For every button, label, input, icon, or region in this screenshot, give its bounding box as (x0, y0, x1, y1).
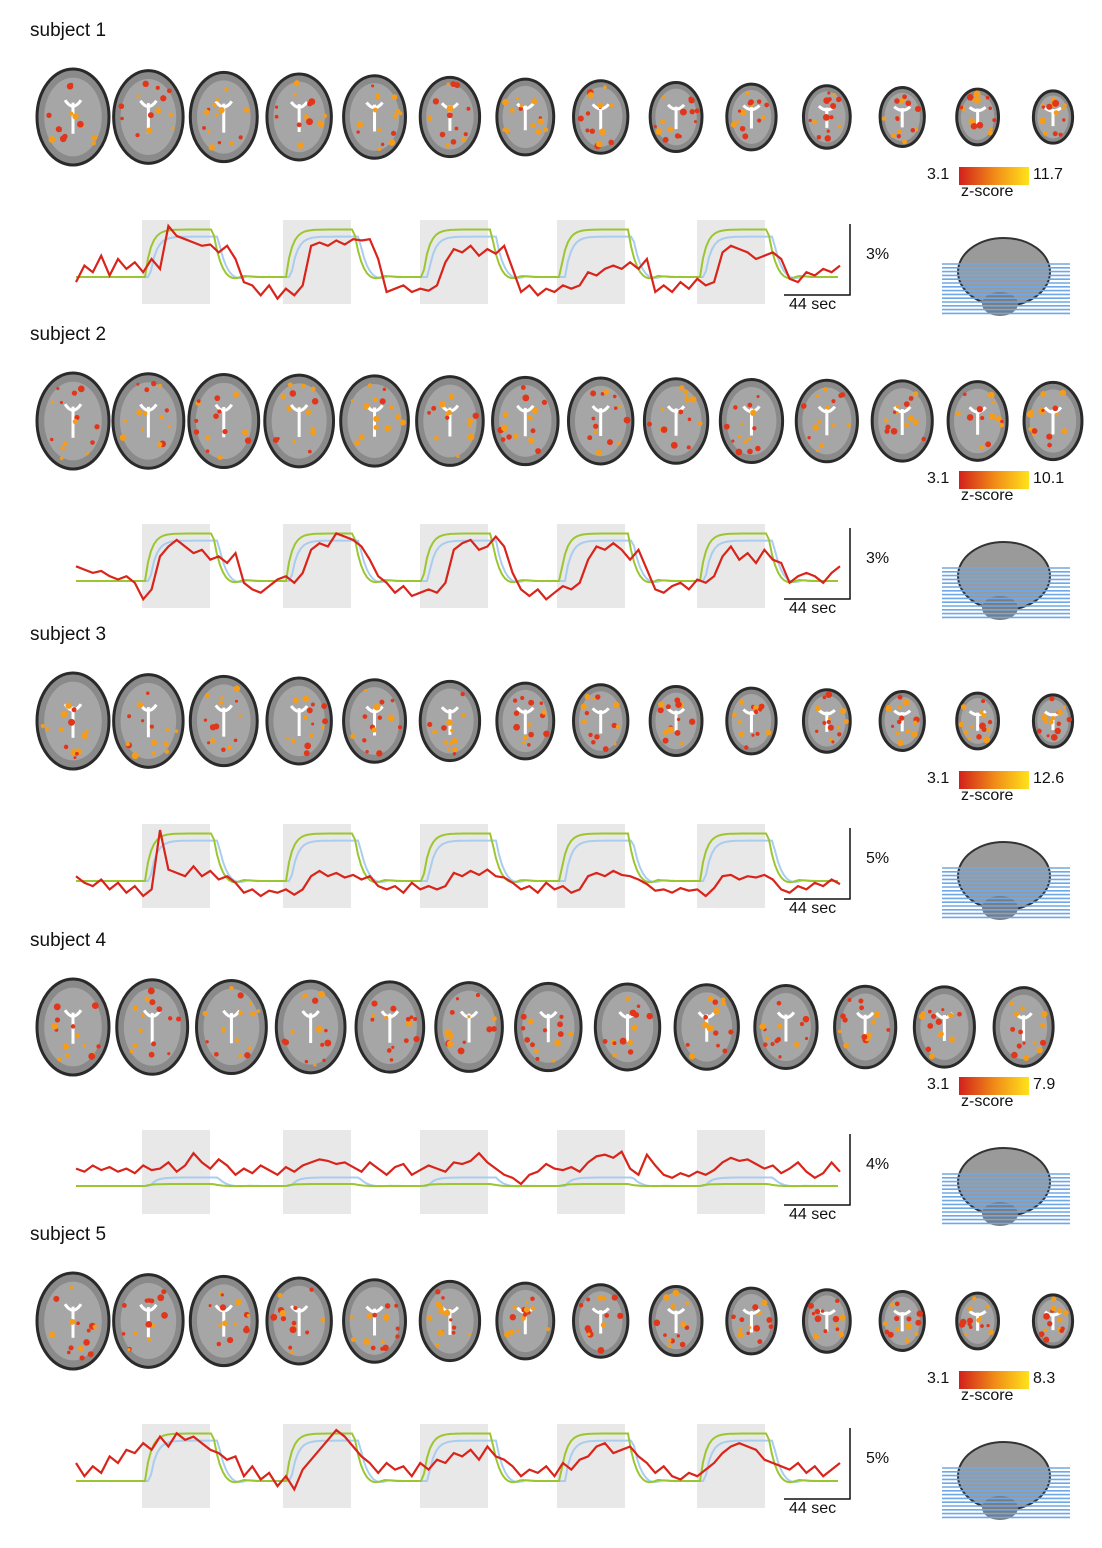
colorbar-max: 7.9 (1033, 1076, 1056, 1093)
brain-slice (436, 983, 503, 1072)
subject-label: subject 2 (30, 324, 107, 345)
brain-slice (880, 691, 924, 750)
colorbar-unit: z-score (961, 787, 1014, 804)
z-score-colorbar (925, 1074, 1095, 1124)
colorbar-min: 3.1 (927, 166, 950, 183)
subject-label: subject 4 (30, 930, 107, 951)
brain-slice (356, 982, 424, 1072)
brain-slice (190, 676, 257, 765)
brain-slice (595, 984, 659, 1070)
subject-label: subject 3 (30, 624, 107, 645)
brain-slice (1033, 695, 1072, 747)
axial-slice-row (28, 962, 1088, 1092)
brain-slice (872, 381, 932, 461)
timecourse-plot (70, 786, 860, 918)
brain-slice (755, 985, 817, 1068)
brain-slice (341, 376, 409, 466)
brain-slice (803, 1290, 850, 1352)
timecourse-plot (70, 1092, 860, 1224)
brain-slice (880, 1291, 924, 1350)
brain-slice (574, 81, 628, 153)
scale-percent: 5% (866, 850, 890, 867)
brain-slice (957, 89, 999, 145)
brain-slice (497, 79, 554, 155)
brain-slice (37, 673, 109, 769)
z-score-colorbar (925, 768, 1095, 818)
colorbar-min: 3.1 (927, 770, 950, 787)
colorbar-max: 11.7 (1033, 166, 1063, 183)
brain-slice (267, 74, 331, 160)
subject-panel (0, 326, 1102, 626)
brain-slice (568, 378, 632, 464)
scale-percent: 3% (866, 246, 890, 263)
scale-bar (784, 528, 850, 599)
brain-slice (727, 1288, 776, 1354)
brain-slice (189, 374, 259, 467)
subject-panel (0, 932, 1102, 1232)
scale-time: 44 sec (789, 600, 837, 617)
timecourse-plot (70, 486, 860, 618)
sagittal-slice-locator (936, 1424, 1076, 1544)
subject-label: subject 5 (30, 1224, 107, 1245)
brain-slice (650, 1286, 702, 1355)
brain-slice (114, 675, 183, 768)
brain-slice (650, 82, 702, 151)
z-score-colorbar (925, 468, 1095, 518)
brain-slice (1024, 382, 1082, 459)
brain-slice (644, 379, 707, 463)
brain-slice (650, 686, 702, 755)
brain-slice (803, 86, 850, 148)
brain-slice (796, 380, 857, 462)
colorbar-min: 3.1 (927, 1370, 950, 1387)
brain-slice (114, 71, 183, 164)
brain-slice (574, 1285, 628, 1357)
timecourse-plot (70, 182, 860, 314)
colorbar-unit: z-score (961, 1093, 1014, 1110)
brain-slice (37, 69, 109, 165)
task-block (697, 1130, 765, 1214)
brain-slice (1033, 91, 1072, 143)
brain-slice (803, 690, 850, 752)
brain-slice (835, 986, 896, 1068)
colorbar-unit: z-score (961, 1387, 1014, 1404)
colorbar-min: 3.1 (927, 1076, 950, 1093)
brain-slice (914, 987, 974, 1067)
scale-percent: 3% (866, 550, 890, 567)
scale-time: 44 sec (789, 296, 837, 313)
brain-slice (344, 76, 406, 159)
brain-slice (497, 1283, 554, 1359)
z-score-colorbar (925, 1368, 1095, 1418)
sagittal-slice-locator (936, 220, 1076, 340)
scale-bar (784, 224, 850, 295)
colorbar-max: 10.1 (1033, 470, 1065, 487)
brain-slice (420, 77, 479, 156)
brain-slice (37, 373, 109, 469)
brain-slice (420, 1281, 479, 1360)
brain-slice (420, 681, 479, 760)
subject-panel (0, 22, 1102, 322)
colorbar-unit: z-score (961, 183, 1014, 200)
task-block (420, 1130, 488, 1214)
brain-slice (417, 377, 484, 466)
brain-slice (957, 1293, 999, 1349)
brain-slice (267, 678, 331, 764)
timecourse-plot (70, 1386, 860, 1518)
brain-slice (37, 979, 109, 1075)
sagittal-slice-locator (936, 824, 1076, 944)
z-score-colorbar (925, 164, 1095, 214)
axial-slice-row (28, 52, 1088, 182)
subject-panel (0, 1226, 1102, 1526)
colorbar-min: 3.1 (927, 470, 950, 487)
brain-slice (265, 375, 334, 467)
brain-slice (727, 688, 776, 754)
brain-slice (574, 685, 628, 757)
subject-panel (0, 626, 1102, 926)
brain-slice (957, 693, 999, 749)
brain-slice (1033, 1295, 1072, 1347)
brain-slice (37, 1273, 109, 1369)
scale-percent: 4% (866, 1156, 890, 1173)
scale-time: 44 sec (789, 1500, 837, 1517)
brain-slice (344, 680, 406, 763)
brain-slice (675, 985, 738, 1069)
brain-slice (948, 382, 1007, 461)
brain-slice (880, 87, 924, 146)
brain-slice (276, 981, 345, 1073)
brain-slice (117, 980, 188, 1075)
axial-slice-row (28, 656, 1088, 786)
brain-slice (113, 374, 184, 469)
task-block (557, 1130, 625, 1214)
axial-slice-row (28, 356, 1088, 486)
scale-time: 44 sec (789, 900, 837, 917)
colorbar-max: 8.3 (1033, 1370, 1056, 1387)
brain-slice (190, 1276, 257, 1365)
colorbar-unit: z-score (961, 487, 1014, 504)
brain-slice (197, 980, 267, 1073)
axial-slice-row (28, 1256, 1088, 1386)
brain-slice (720, 379, 782, 462)
subject-label: subject 1 (30, 20, 107, 41)
brain-slice (344, 1280, 406, 1363)
brain-slice (190, 72, 257, 161)
scale-percent: 5% (866, 1450, 890, 1467)
brain-slice (267, 1278, 331, 1364)
brain-slice (727, 84, 776, 150)
brain-slice (493, 377, 559, 464)
brain-slice (114, 1275, 183, 1368)
scale-time: 44 sec (789, 1206, 837, 1223)
brain-slice (497, 683, 554, 759)
scale-bar (784, 1134, 850, 1205)
colorbar-max: 12.6 (1033, 770, 1065, 787)
brain-slice (516, 983, 582, 1070)
brain-slice (994, 988, 1053, 1067)
